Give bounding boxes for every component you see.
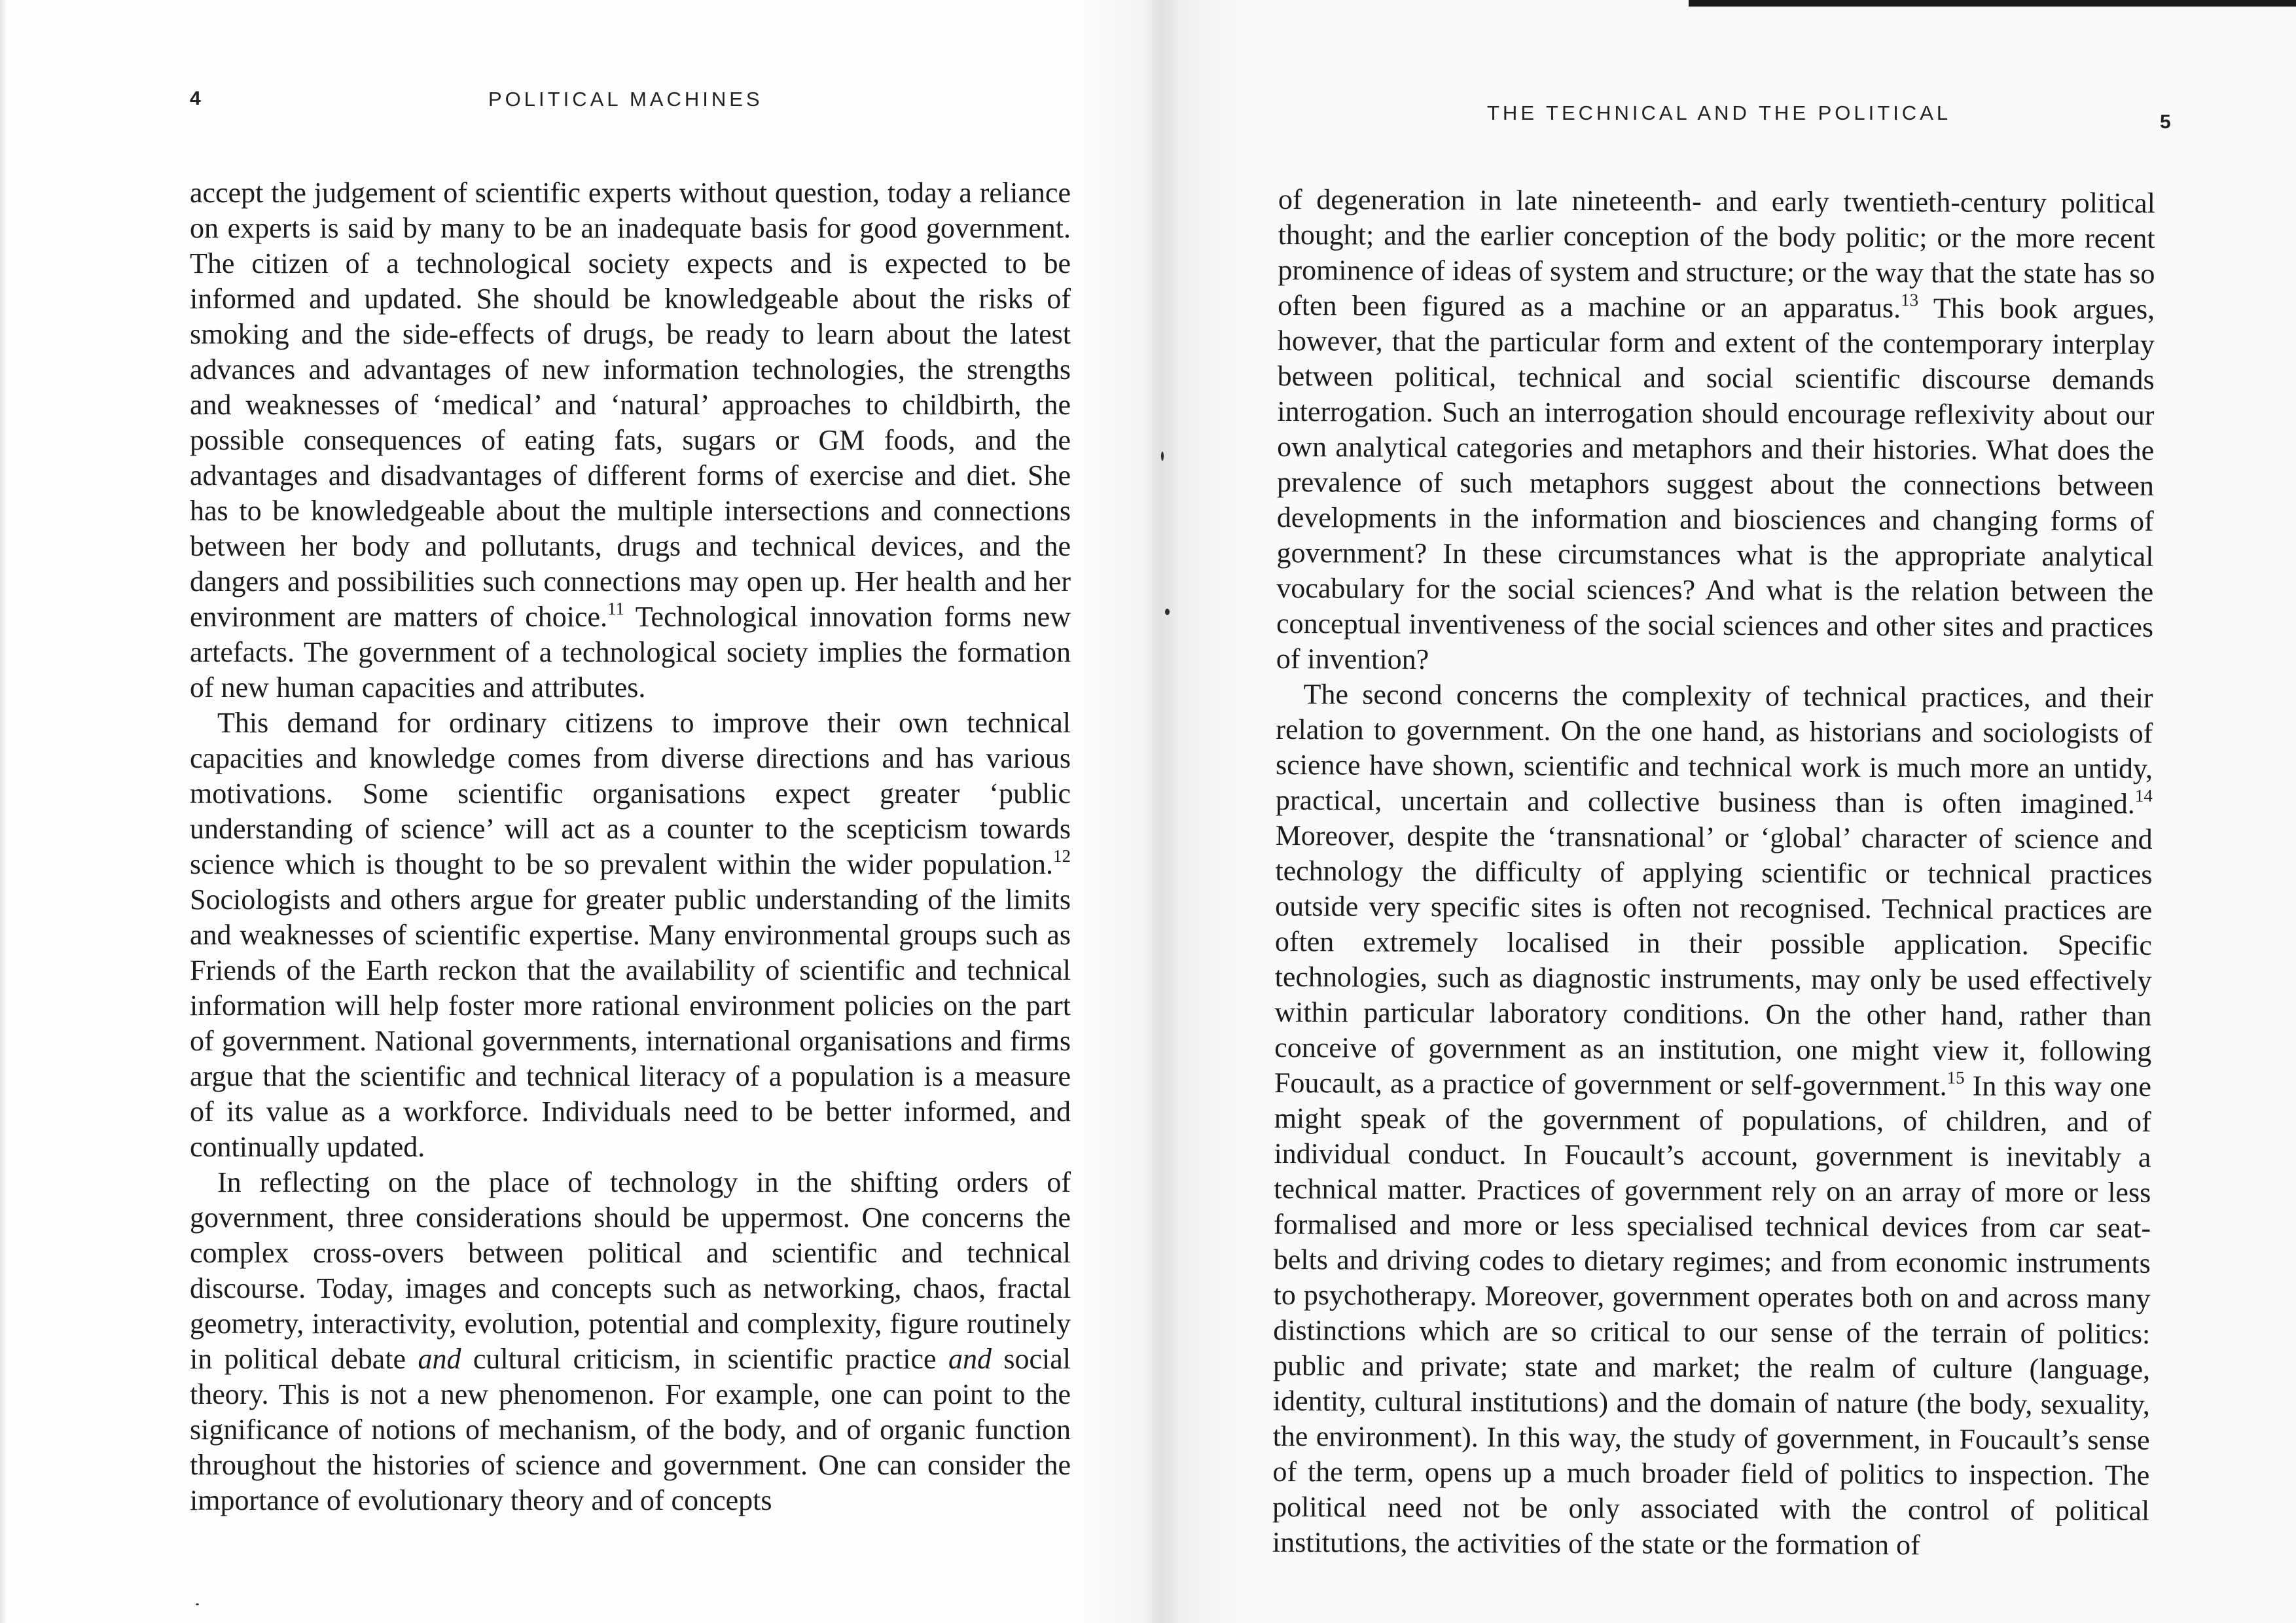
gutter-shadow <box>1073 0 1244 1623</box>
right-body-text <box>1272 182 2155 1564</box>
emphasis: and <box>948 1343 992 1375</box>
footnote-ref: 15 <box>1946 1067 1965 1088</box>
running-head-right: THE TECHNICAL AND THE POLITICAL <box>1487 101 1952 124</box>
text-run: This demand for ordinary citizens to improve their own technical capacities and knowledge comes from diverse directions and has various motivations. Some scientific organisations expect greater ‘public understanding of science’ will act as a counter to the scepticism towards science which is thought to be so prevalent within the wider population. <box>190 707 1071 880</box>
footnote-ref: 13 <box>1901 290 1919 310</box>
paragraph <box>1272 677 2153 1564</box>
text-run: The second concerns the complexity of technical practices, and their relation to government. On the one hand, as historians and sociologists of science have shown, scientific and technical work is much more an untidy, practical, uncertain and collective business than is often imagined. <box>1275 678 2153 820</box>
text-run: of degeneration in late nineteenth- and early twentieth-century political thought; and the earlier conception of the body politic; or the more recent prominence of ideas of system and structure; or the way that the state has so often been figured as a machine or an apparatus. <box>1278 183 2155 325</box>
text-run: Sociologists and others argue for greater public understanding of the limits and weaknesses of scientific expertise. Many environmental groups such as Friends of the Earth reckon that the availability of scientific and technical information will help foster more rational environment policies on the part of government. National governments, international organisations and firms argue that the scientific and technical literacy of a population is a measure of its value as a workforce. Individuals need to be better informed, and continually updated. <box>190 883 1071 1163</box>
text-run: Moreover, despite the ‘transnational’ or ‘global’ character of science and technology the difficulty of applying scientific or technical practices outside very specific sites is often not recognised. Technical practices are often extremely localised in their possible application. Specific technologies, such as diagnostic instruments, may only be used effectively within particular laboratory conditions. On the other hand, rather than conceive of government as an institution, one might view it, following Foucault, as a practice of government or self-government. <box>1274 819 2153 1102</box>
footnote-ref: 14 <box>2134 785 2153 806</box>
text-run: Technological innovation forms new artefacts. The government of a technological society implies the formation of new human capacities and attributes. <box>190 601 1071 704</box>
paragraph <box>190 1165 1071 1518</box>
right-page <box>1152 0 2296 1623</box>
footnote-ref: 12 <box>1053 846 1071 866</box>
paragraph <box>190 175 1071 705</box>
page-number-left: 4 <box>190 88 201 109</box>
page-edge <box>0 0 7 1623</box>
scan-edge <box>1689 0 2296 7</box>
paragraph <box>1276 182 2155 681</box>
running-head-left: POLITICAL MACHINES <box>488 88 763 111</box>
paragraph <box>190 705 1071 1165</box>
footnote-ref: 11 <box>607 599 625 618</box>
text-run: cultural criticism, in scientific practice <box>461 1343 948 1375</box>
left-body-text <box>190 175 1071 1518</box>
page-number-right: 5 <box>2160 111 2171 133</box>
text-run: This book argues, however, that the particular form and extent of the contemporary interplay between political, technical and social scientific discourse demands interrogation. Such an interrogation should encourage reflexivity about our own analytical categories and metaphors and their histories. What does the prevalence of such metaphors suggest about the connections between developments in the information and biosciences and changing forms of government? In these circumstances what is the appropriate analytical vocabulary for the social sciences? And what is the relation between the conceptual inventiveness of the social sciences and other sites and practices of invention? <box>1276 292 2155 676</box>
text-run: In this way one might speak of the government of populations, of children, and of individual conduct. In Foucault’s account, government is inevitably a technical matter. Practices of government rely on an array of more or less formalised and more or less specialised technical devices from car seat-belts and driving codes to dietary regimes; and from economic instruments to psychotherapy. Moreover, government operates both on and across many distinctions which are so critical to our sense of the terrain of politics: public and private; state and market; the realm of culture (language, identity, cultural institutions) and the domain of nature (the body, sexuality, the environment). In this way, the study of government, in Foucault’s sense of the term, opens up a much broader field of politics to inspection. The political need not be only associated with the control of political institutions, the activities of the state or the formation of <box>1272 1069 2152 1561</box>
text-run: In reflecting on the place of technology in the shifting orders of government, three considerations should be uppermost. One concerns the complex cross-overs between political and scientific and technical discourse. Today, images and concepts such as networking, chaos, fractal geometry, interactivity, evolution, potential and complexity, figure routinely in political debate <box>190 1166 1071 1375</box>
emphasis: and <box>418 1343 461 1375</box>
text-run: social theory. This is not a new phenomenon. For example, one can point to the significance of notions of mechanism, of the body, and of organic function throughout the histories of science and government. One can consider the importance of evolutionary theory and of concepts <box>190 1343 1071 1516</box>
scan-speck <box>196 1603 199 1605</box>
text-run: accept the judgement of scientific experts without question, today a reliance on experts is said by many to be an inadequate basis for good government. The citizen of a technological society expects and is expected to be informed and updated. She should be knowledgeable about the risks of smoking and the side-effects of drugs, be ready to learn about the latest advances and advantages of new information technologies, the strengths and weaknesses of ‘medical’ and ‘natural’ approaches to childbirth, the possible consequences of eating fats, sugars or GM foods, and the advantages and disadvantages of different forms of exercise and diet. She has to be knowledgeable about the multiple intersections and connections between her body and pollutants, drugs and technical devices, and the dangers and possibilities such connections may open up. Her health and her environment are matters of choice. <box>190 177 1071 633</box>
